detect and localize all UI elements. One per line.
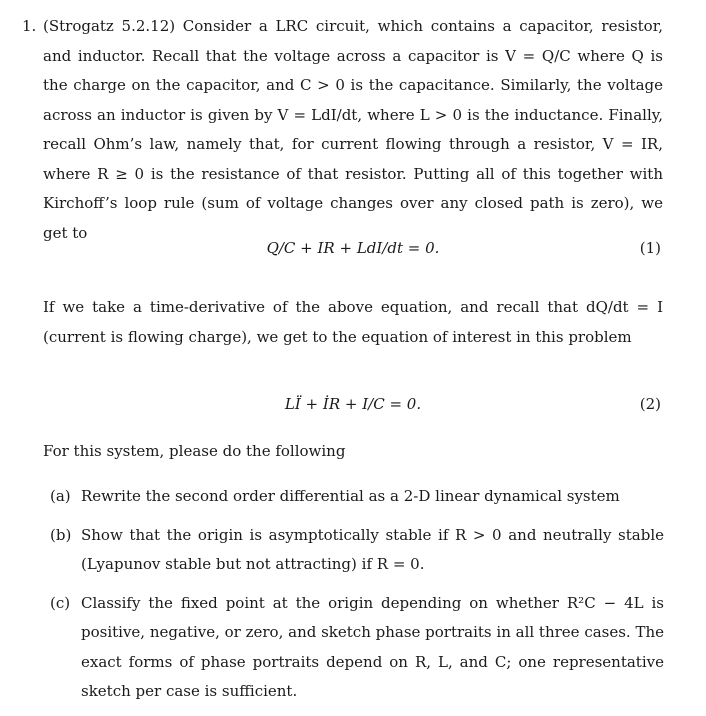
task-list: [50, 482, 664, 716]
equation-1-label: (1): [639, 239, 661, 257]
task-intro-paragraph: For this system, please do the following: [43, 442, 346, 460]
task-text: Show that the origin is asymptotically stable if R > 0 and neutrally stable (Lyapunov stable but not attracting) if R = 0.: [81, 525, 664, 573]
task-item-c: [50, 589, 664, 707]
task-text: Classify the fixed point at the origin depending on whether R²C − 4L is positive, negative, or zero, and sketch phase portraits in all three cases. The exact forms of phase portraits depend on R, L, and C; one representative sketch per case is sufficient.: [81, 593, 665, 700]
task-item-a: [50, 482, 664, 512]
task-marker: (a): [50, 487, 71, 505]
problem-number: 1.: [22, 17, 37, 35]
equation-2-expression: LÏ + İR + I/C = 0.: [284, 395, 422, 413]
task-marker: (c): [50, 593, 71, 612]
task-item-b: [50, 521, 664, 580]
task-marker: (b): [50, 525, 72, 544]
middle-paragraph: If we take a time-derivative of the above equation, and recall that dQ/dt = I (current is flowing charge), we get to the equation of interest in this problem: [43, 298, 663, 346]
equation-1-expression: Q/C + IR + LdI/dt = 0.: [266, 239, 440, 257]
problem-intro-paragraph: (Strogatz 5.2.12) Consider a LRC circuit, which contains a capacitor, resistor, and inductor. Recall that the voltage across a capacitor is V = Q/C where Q is the charge on the capacitor, and C > 0 is the capacitance. Similarly, the voltage across an inductor is given by V = LdI/dt, where L > 0 is the inductance. Finally, recall Ohm’s law, namely that, for current flowing through a resistor, V = IR, where R ≥ 0 is the resistance of that resistor. Putting all of this together with Kirchoff’s loop rule (sum of voltage changes over any closed path is zero), we get to: [43, 17, 663, 242]
equation-2-label: (2): [639, 395, 661, 413]
task-text: Rewrite the second order differential as a 2-D linear dynamical system: [81, 487, 620, 505]
